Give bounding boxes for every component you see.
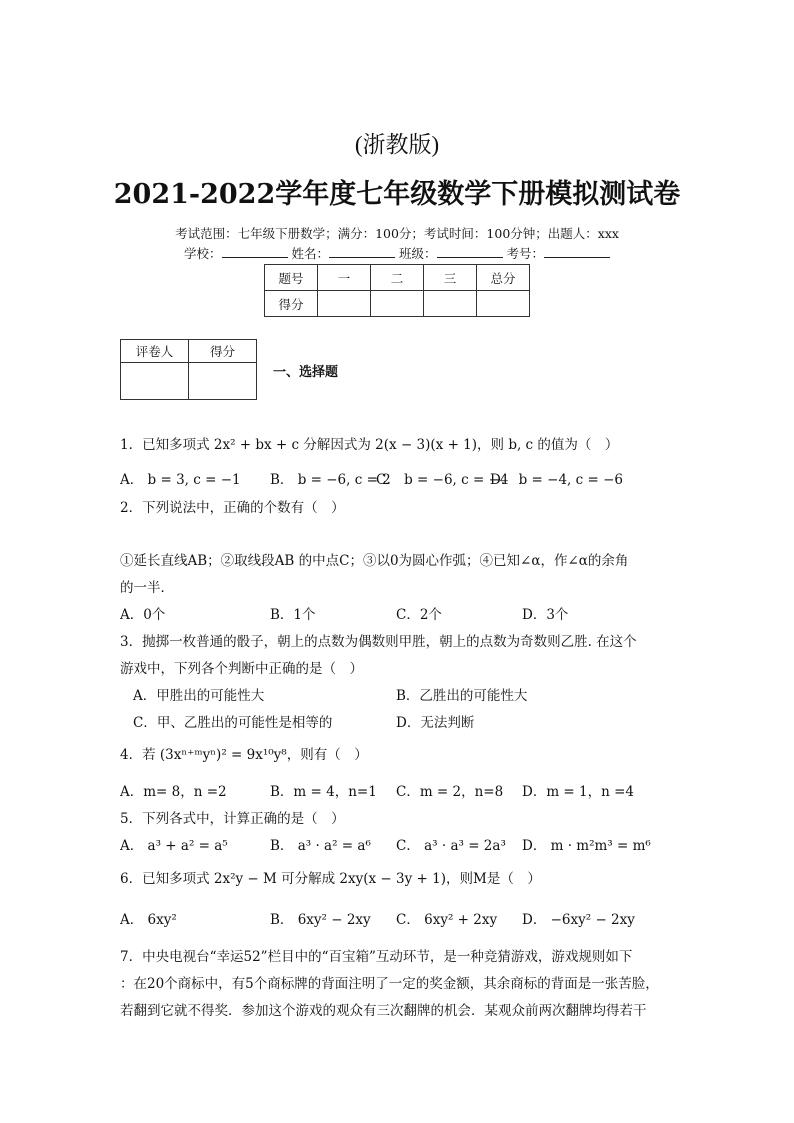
score-cell[interactable] (424, 291, 477, 317)
q6-option-d: D． −6xy² − 2xy (522, 912, 635, 928)
question-5-stem: 5．下列各式中，计算正确的是（ ） (120, 811, 345, 827)
score-header: 总分 (477, 265, 530, 291)
q5-option-b: B． a³ · a² = a⁶ (270, 838, 371, 854)
question-2-stem: 2．下列说法中，正确的个数有（ ） (120, 500, 345, 516)
question-4-stem: 4．若 (3xⁿ⁺ᵐyⁿ)² = 9x¹⁰y⁸，则有（ ） (120, 747, 368, 763)
q1-option-b: B． b = −6, c = 2 (270, 472, 391, 488)
q3-option-b: B．乙胜出的可能性大 (396, 688, 528, 704)
q4-option-b: B．m = 4，n=1 (270, 784, 377, 800)
grader-header: 得分 (189, 340, 257, 363)
q4-option-c: C．m = 2，n=8 (396, 784, 504, 800)
score-cell[interactable] (477, 291, 530, 317)
school-label: 学校： (183, 246, 222, 261)
exam-info: 考试范围：七年级下册数学；满分：100分；考试时间：100分钟；出题人：xxx (175, 226, 619, 241)
question-6-stem: 6．已知多项式 2x²y − M 可分解成 2xy(x − 3y + 1)，则M是（ ） (120, 871, 541, 887)
q1-option-a: A． b = 3, c = −1 (120, 472, 241, 488)
exam-number-label: 考号： (506, 246, 544, 261)
exam-subtitle: (浙教版) (354, 132, 440, 157)
score-header: 题号 (265, 265, 318, 291)
q5-option-c: C． a³ · a³ = 2a³ (396, 838, 506, 854)
exam-title: 2021-2022学年度七年级数学下册模拟测试卷 (113, 179, 681, 210)
grader-cell[interactable] (189, 363, 257, 400)
q3-option-c: C．甲、乙胜出的可能性是相等的 (133, 715, 333, 731)
score-header: 二 (371, 265, 424, 291)
section-heading: 一、选择题 (273, 365, 339, 380)
student-fields (0, 244, 794, 262)
grader-table (120, 339, 257, 400)
q4-option-a: A．m= 8，n =2 (120, 784, 227, 800)
q2-option-a: A．0个 (120, 607, 166, 623)
question-7-line1: 7．中央电视台“幸运52”栏目中的“百宝箱”互动环节，是一种竞猜游戏，游戏规则如下 (120, 949, 633, 965)
question-7-line2: ：在20个商标中，有5个商标牌的背面注明了一定的奖金额，其余商标的背面是一张苦脸， (120, 976, 659, 992)
question-3-line2: 游戏中，下列各个判断中正确的是（ ） (120, 661, 363, 677)
class-label: 班级： (398, 246, 437, 261)
class-blank[interactable] (437, 245, 503, 258)
q2-option-c: C．2个 (396, 607, 442, 623)
q3-option-a: A．甲胜出的可能性大 (133, 688, 265, 704)
grader-header: 评卷人 (121, 340, 189, 363)
score-row-label: 得分 (265, 291, 318, 317)
q5-option-a: A． a³ + a² = a⁵ (120, 838, 228, 854)
q6-option-b: B． 6xy² − 2xy (270, 912, 371, 928)
q2-statement-line2: 的一半． (120, 580, 174, 596)
q6-option-a: A． 6xy² (120, 912, 177, 928)
name-blank[interactable] (329, 245, 395, 258)
q1-option-d: D． b = −4, c = −6 (490, 472, 623, 488)
name-label: 姓名： (291, 246, 329, 261)
q2-statement-line1: ①延长直线AB；②取线段AB 的中点C；③以0为圆心作弧；④已知∠α，作∠α的余角 (120, 553, 629, 569)
question-1-stem: 1．已知多项式 2x² + bx + c 分解因式为 2(x − 3)(x + 1)，则 b, c 的值为（ ） (120, 437, 619, 453)
grader-cell[interactable] (121, 363, 189, 400)
q2-option-d: D．3个 (522, 607, 569, 623)
q1-option-c: C． b = −6, c = −4 (376, 472, 509, 488)
question-7-line3: 若翻到它就不得奖．参加这个游戏的观众有三次翻牌的机会．某观众前两次翻牌均得若干 (120, 1003, 647, 1019)
q6-option-c: C． 6xy² + 2xy (396, 912, 498, 928)
exam-number-blank[interactable] (544, 245, 610, 258)
q2-option-b: B．1个 (270, 607, 316, 623)
q4-option-d: D．m = 1，n =4 (522, 784, 634, 800)
q5-option-d: D． m · m²m³ = m⁶ (522, 838, 651, 854)
score-header: 一 (318, 265, 371, 291)
q3-option-d: D．无法判断 (396, 715, 475, 731)
score-header: 三 (424, 265, 477, 291)
score-cell[interactable] (318, 291, 371, 317)
school-blank[interactable] (222, 245, 288, 258)
score-table (264, 264, 530, 317)
score-cell[interactable] (371, 291, 424, 317)
question-3-line1: 3．抛掷一枚普通的骰子，朝上的点数为偶数则甲胜，朝上的点数为奇数则乙胜. 在这个 (120, 634, 637, 650)
